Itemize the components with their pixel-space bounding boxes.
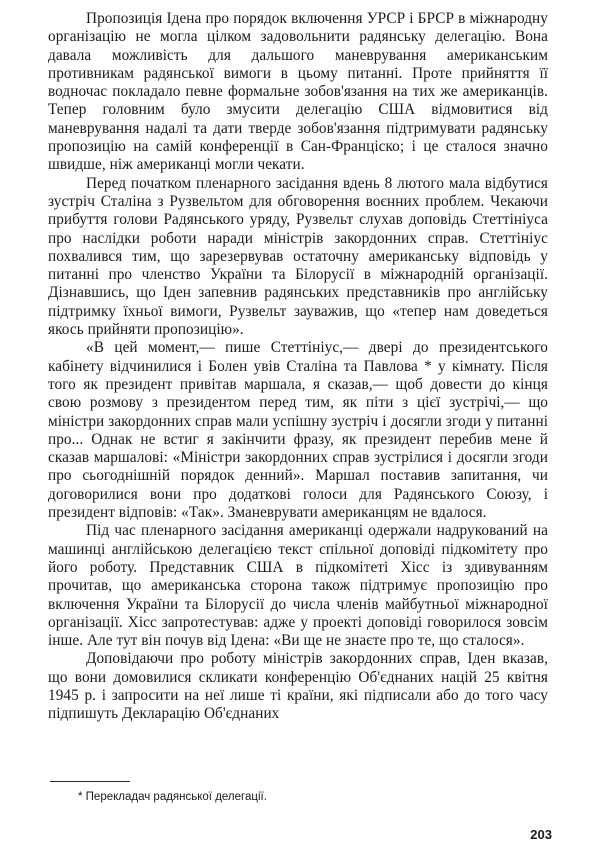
paragraph-2: Перед початком пленарного засідання вдень 8 лютого мала відбутися зустріч Сталіна з Рузвельтом для обговорення воєнних проблем. Чекаючи прибуття голови Радянського уряду, Рузвельт слухав доповідь Стеттініуса про наслідки роботи наради міністрів закордонних справ. Стеттініус похвалився тим, що зарезервував остаточну американську відповідь у питанні про членство України та Білорусії в міжнародній організації. Дізнавшись, що Іден запевнив радянських представників про англійську підтримку їхньої вимоги, Рузвельт зауважив, що «тепер нам доведеться якось прийняти пропозицію». (48, 174, 548, 339)
paragraph-4: Під час пленарного засідання американці одержали надрукований на машинці англійською делегацією текст спільної доповіді підкомітету про його роботу. Представник США в підкомітеті Хісс із здивуванням прочитав, що американська сторона також підтримує пропозицію про включення України та Білорусії до числа членів майбутньої міжнародної організації. Хісс запротестував: адже у проекті доповіді говорилося зовсім інше. Але тут він почув від Ідена: «Ви ще не знаєте про те, що сталося». (48, 522, 548, 650)
paragraph-1: Пропозиція Ідена про порядок включення УРСР і БРСР в міжнародну організацію не могла цілком задовольнити радянську делегацію. Вона давала можливість для дальшого маневрування американським противникам радянської вимоги в цьому питанні. Проте прийняття її водночас покладало певне формальне зобов'язання на тих же американців. Тепер головним було змусити делегацію США відмовитися від маневрування надалі та дати тверде зобов'язання підтримувати радянську пропозицію на самій конференції в Сан-Франціско; і це сталося значно швидше, ніж американці могли чекати. (48, 10, 548, 174)
page-number: 203 (530, 827, 552, 842)
paragraph-3-quote: «В цей момент,— пише Стеттініус,— двері до президентського кабінету відчинилися і Болен увів Сталіна та Павлова * у кімнату. Після того як президент привітав маршала, я сказав,— щоб довести до кінця свою розмову з президентом перед тим, як піти з цієї зустрічі,— що міністри закордонних справ мали успішну зустріч і досягли згоди у питанні про... Однак не встиг я закінчити фразу, як президент перебив мене й сказав маршалові: «Міністри закордонних справ зустрілися і досягли згоди про сьогоднішній порядок денний». Маршал поставив запитання, чи договорилися вони про додаткові голоси для Радянського Союзу, і президент відповів: «Так». Зманеврувати американцям не вдалося. (48, 339, 548, 522)
body-text (48, 10, 548, 724)
paragraph-5: Доповідаючи про роботу міністрів закордонних справ, Іден вказав, що вони домовилися скликати конференцію Об'єднаних націй 25 квітня 1945 р. і запросити на неї лише ті країни, які підписали або до того часу підпишуть Декларацію Об'єднаних (48, 650, 548, 723)
footnote: * Перекладач радянської делегації. (78, 791, 267, 803)
footnote-divider (50, 781, 130, 782)
